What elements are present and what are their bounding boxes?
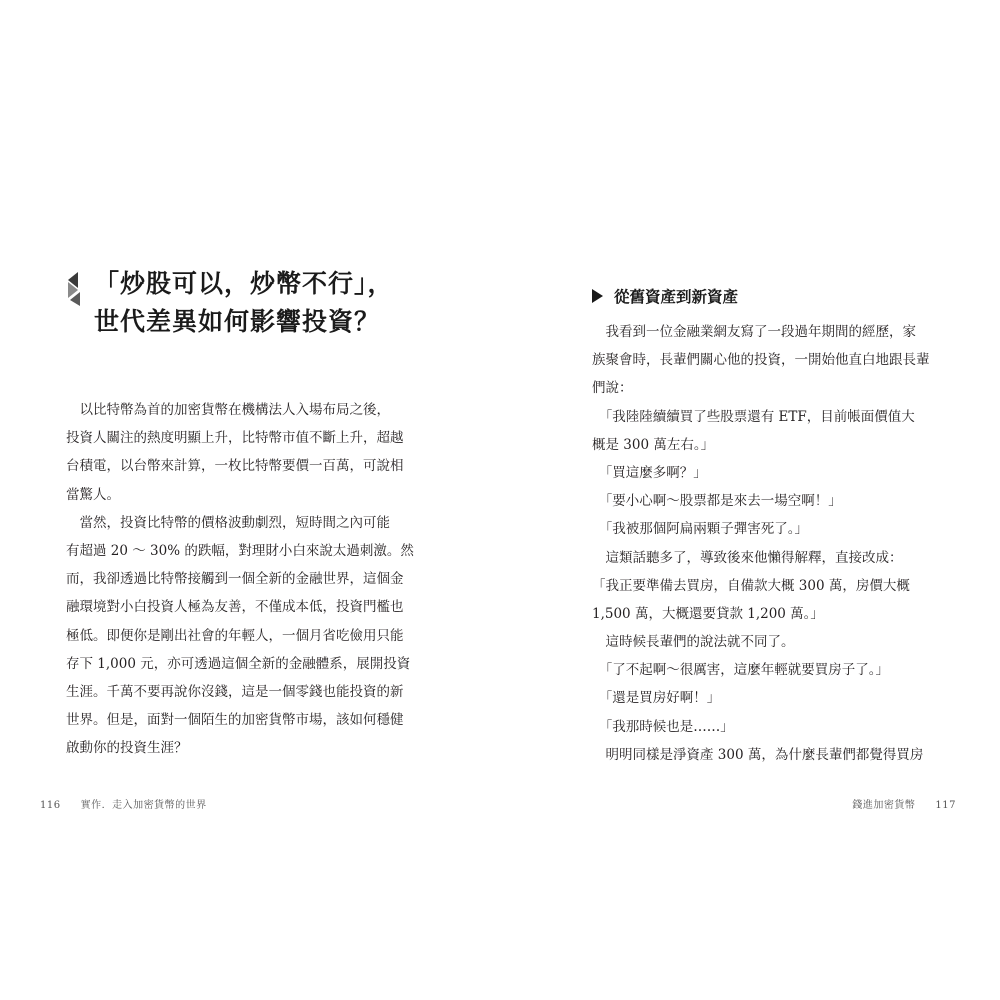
body-line: 生涯。千萬不要再說你沒錢，這是一個零錢也能投資的新 bbox=[66, 683, 404, 700]
left-body-text bbox=[66, 396, 414, 762]
body-line: 「還是買房好啊！」 bbox=[592, 690, 721, 707]
body-line: 當驚人。 bbox=[66, 486, 120, 503]
body-line: 存下 1,000 元，亦可透過這個全新的金融體系，展開投資 bbox=[66, 655, 411, 672]
body-line: 有超過 20 ～ 30% 的跌幅，對理財小白來說太過刺激。然 bbox=[66, 542, 414, 559]
body-line: 族聚會時，長輩們關心他的投資，一開始他直白地跟長輩 bbox=[592, 352, 930, 369]
body-line: 融環境對小白投資人極為友善，不僅成本低，投資門檻也 bbox=[66, 599, 404, 616]
body-line: 們說： bbox=[592, 380, 633, 397]
right-footer bbox=[852, 796, 956, 811]
body-line: 「我正要準備去買房，自備款大概 300 萬，房價大概 bbox=[592, 577, 910, 594]
running-title: 實作．走入加密貨幣的世界 bbox=[80, 800, 207, 811]
triangle-bullet-icon bbox=[592, 289, 603, 303]
chapter-title-line: 世代差異如何影響投資？ bbox=[94, 307, 381, 336]
body-line: 而，我卻透過比特幣接觸到一個全新的金融世界，這個金 bbox=[66, 571, 404, 588]
body-line: 「了不起啊～很厲害，這麼年輕就要買房子了。」 bbox=[592, 662, 889, 679]
body-line: 當然，投資比特幣的價格波動劇烈，短時間之內可能 bbox=[66, 514, 390, 531]
right-body-text bbox=[592, 318, 937, 769]
body-line: 「我被那個阿扁兩顆子彈害死了。」 bbox=[592, 521, 808, 538]
chapter-title-line: 「炒股可以，炒幣不行」， bbox=[94, 269, 394, 298]
body-line: 極低。即便你是剛出社會的年輕人，一個月省吃儉用只能 bbox=[66, 627, 404, 644]
body-line: 世界。但是，面對一個陌生的加密貨幣市場，該如何穩健 bbox=[66, 712, 404, 729]
left-footer bbox=[40, 796, 207, 811]
body-line: 以比特幣為首的加密貨幣在機構法人入場布局之後， bbox=[66, 402, 390, 418]
section-heading bbox=[592, 285, 738, 307]
body-line: 「我陸陸續續買了些股票還有 ETF，目前帳面價值大 bbox=[592, 408, 915, 425]
body-line: 這時候長輩們的說法就不同了。 bbox=[592, 634, 795, 651]
body-line: 概是 300 萬左右。」 bbox=[592, 436, 715, 453]
body-line: 這類話聽多了，導致後來他懶得解釋，直接改成： bbox=[592, 549, 903, 566]
body-line: 明明同樣是淨資產 300 萬，為什麼長輩們都覺得買房 bbox=[592, 746, 924, 763]
body-line: 我看到一位金融業網友寫了一段過年期間的經歷，家 bbox=[592, 324, 916, 340]
body-line: 1,500 萬，大概還要貸款 1,200 萬。」 bbox=[592, 605, 824, 622]
body-line: 「我那時候也是……」 bbox=[592, 718, 734, 735]
body-line: 台積電，以台幣來計算，一枚比特幣要價一百萬，可說相 bbox=[66, 458, 404, 475]
body-line: 「買這麼多啊？」 bbox=[592, 464, 707, 481]
body-line: 投資人關注的熱度明顯上升，比特幣市值不斷上升，超越 bbox=[66, 430, 404, 447]
chapter-mark-icon bbox=[66, 272, 88, 306]
page-number: 116 bbox=[40, 800, 61, 811]
chapter-title bbox=[94, 265, 394, 341]
body-line: 「要小心啊～股票都是來去一場空啊！」 bbox=[592, 493, 842, 510]
section-heading-text: 從舊資產到新資產 bbox=[614, 288, 739, 306]
body-line: 啟動你的投資生涯？ bbox=[66, 740, 188, 757]
page-number: 117 bbox=[935, 800, 956, 811]
running-title: 錢進加密貨幣 bbox=[852, 800, 916, 811]
